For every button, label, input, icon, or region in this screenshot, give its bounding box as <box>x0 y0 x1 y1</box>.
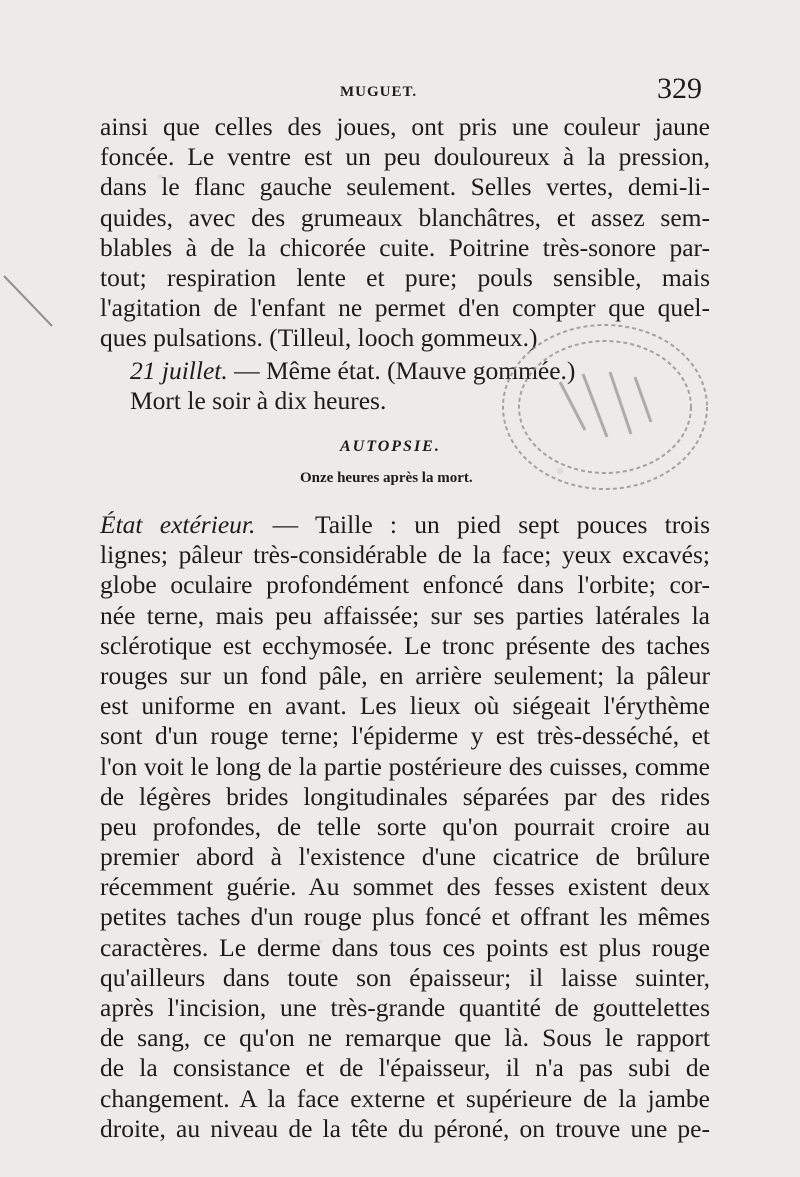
text-line: l'on voit le long de la partie postérieure des cuisses, comme <box>100 751 710 781</box>
text-line: foncée. Le ventre est un peu douloureux à la pression, <box>100 142 710 172</box>
text-line: rouges sur un fond pâle, en arrière seulement; la pâleur <box>100 660 710 690</box>
running-head: MUGUET. <box>340 84 418 100</box>
paragraph-lead-rest: — Taille : un pied sept pouces trois <box>255 510 710 539</box>
text-line: est uniforme en avant. Les lieux où siégeait l'érythème <box>100 691 710 721</box>
page-number: 329 <box>657 72 702 105</box>
text-line: petites taches d'un rouge plus foncé et offrant les mêmes <box>100 902 710 932</box>
paragraph-lead: État extérieur. <box>100 510 256 539</box>
section-subtitle: Onze heures après la mort. <box>300 470 473 486</box>
library-stamp <box>455 312 715 502</box>
text-line: de légères brides longitudinales séparées par des rides <box>100 781 710 811</box>
text-line: sont d'un rouge terne; l'épiderme y est très-desséché, et <box>100 721 710 751</box>
entry-date: 21 juillet. <box>130 356 228 385</box>
stamp-marks <box>560 372 651 437</box>
section-title: AUTOPSIE. <box>340 438 441 455</box>
text-line: ainsi que celles des joues, ont pris une couleur jaune <box>100 112 710 141</box>
text-line: quides, avec des grumeaux blanchâtres, et assez sem- <box>100 202 710 232</box>
text-line: caractères. Le derme dans tous ces points est plus rouge <box>100 932 710 962</box>
text-line: tout; respiration lente et pure; pouls sensible, mais <box>100 262 710 292</box>
text-line: lignes; pâleur très-considérable de la face; yeux excavés; <box>100 540 710 570</box>
page-header <box>0 72 800 108</box>
text-line: de sang, ce qu'on ne remarque que là. Sous le rapport <box>100 1023 710 1053</box>
text-line: droite, au niveau de la tête du péroné, on trouve une pe- <box>100 1113 710 1143</box>
text-line: peu profondes, de telle sorte qu'on pourrait croire au <box>100 811 710 841</box>
stamp-ring <box>503 325 707 489</box>
text-line: ques pulsations. (Tilleul, looch gommeux.) <box>100 323 538 353</box>
text-line: après l'incision, une très-grande quantité de gouttelettes <box>100 993 710 1022</box>
paragraph-3 <box>100 510 710 1144</box>
text-line: de la consistance et de l'épaisseur, il n'a pas subi de <box>100 1053 710 1083</box>
text-line: qu'ailleurs dans toute son épaisseur; il laisse suinter, <box>100 962 710 992</box>
text-line <box>100 510 710 540</box>
text-line: Mort le soir à dix heures. <box>130 386 387 416</box>
text-line: premier abord à l'existence d'une cicatrice de brûlure <box>100 842 710 872</box>
text-line: née terne, mais peu affaissée; sur ses parties latérales la <box>100 600 710 630</box>
text-line: globe oculaire profondément enfoncé dans l'orbite; cor- <box>100 570 710 600</box>
text-line: dans le flanc gauche seulement. Selles vertes, demi-li- <box>100 172 710 202</box>
text-line: blables à de la chicorée cuite. Poitrine très-sonore par- <box>100 232 710 262</box>
text-line: récemment guérie. Au sommet des fesses existent deux <box>100 872 710 902</box>
text-line: changement. A la face externe et supérieure de la jambe <box>100 1083 710 1113</box>
entry-text: — Même état. (Mauve gommée.) <box>227 356 576 385</box>
text-line: l'agitation de l'enfant ne permet d'en compter que quel- <box>100 293 710 323</box>
text-line: sclérotique est ecchymosée. Le tronc présente des taches <box>100 630 710 660</box>
page-edge-mark <box>0 270 60 340</box>
